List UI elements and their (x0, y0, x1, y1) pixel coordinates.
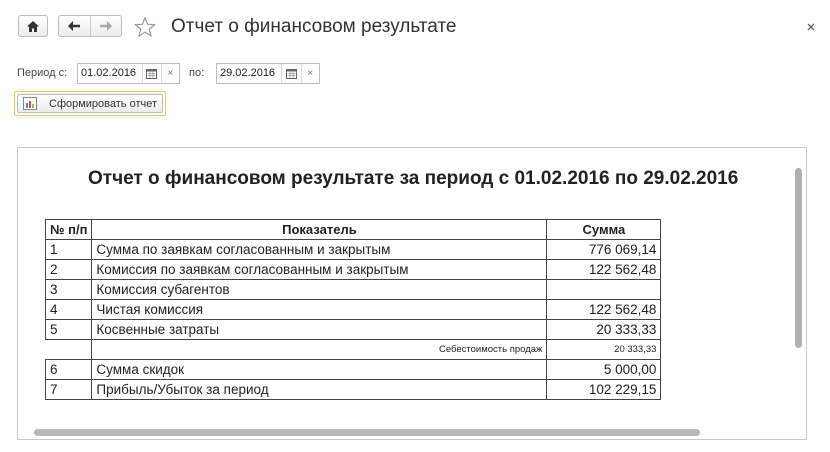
row-sum: 122 562,48 (547, 300, 661, 320)
row-num: 4 (46, 300, 92, 320)
arrow-left-icon (68, 21, 80, 31)
table-row (46, 240, 661, 260)
period-from-clear-button[interactable]: × (161, 64, 179, 83)
row-num: 2 (46, 260, 92, 280)
row-sum: 20 333,33 (547, 320, 661, 340)
table-row (46, 260, 661, 280)
period-from-label: Период с: (17, 67, 68, 79)
row-num: 1 (46, 240, 92, 260)
row-num: 6 (46, 360, 92, 380)
period-from-input[interactable]: 01.02.2016 (81, 67, 137, 79)
table-header-row (46, 220, 661, 240)
star-icon[interactable] (134, 16, 156, 38)
row-name: Комиссия по заявкам согласованным и закрытым (92, 260, 547, 280)
period-to-field[interactable] (216, 63, 320, 84)
home-icon (27, 21, 39, 32)
window-title: Отчет о финансовом результате (171, 16, 457, 37)
row-name: Чистая комиссия (92, 300, 547, 320)
row-name: Косвенные затраты (92, 320, 547, 340)
table-subrow (46, 340, 661, 360)
period-to-label: по: (189, 67, 205, 79)
column-header-num: № п/п (46, 220, 92, 240)
row-sum: 5 000,00 (547, 360, 661, 380)
report-table (45, 219, 661, 400)
row-name: Сумма по заявкам согласованным и закрытым (92, 240, 547, 260)
report-title: Отчет о финансовом результате за период с 01.02.2016 по 29.02.2016 (88, 168, 739, 189)
column-header-sum: Сумма (547, 220, 661, 240)
subrow-name: Себестоимость продаж (92, 340, 547, 360)
period-to-calendar-button[interactable] (281, 64, 300, 83)
back-button[interactable] (59, 16, 90, 36)
row-num: 7 (46, 380, 92, 400)
row-name: Сумма скидок (92, 360, 547, 380)
row-name: Комиссия субагентов (92, 280, 547, 300)
horizontal-scrollbar[interactable] (34, 429, 700, 436)
forward-button[interactable] (91, 16, 122, 36)
row-sum: 122 562,48 (547, 260, 661, 280)
generate-report-label: Сформировать отчет (49, 97, 158, 110)
subrow-num (46, 340, 92, 360)
table-row (46, 320, 661, 340)
table-row (46, 380, 661, 400)
table-row (46, 300, 661, 320)
arrow-right-icon (100, 21, 112, 31)
generate-report-button-face[interactable] (17, 94, 163, 113)
row-name: Прибыль/Убыток за период (92, 380, 547, 400)
vertical-scrollbar[interactable] (795, 168, 802, 348)
report-pane[interactable] (17, 147, 807, 440)
period-to-input[interactable]: 29.02.2016 (220, 67, 276, 79)
subrow-sum: 20 333,33 (547, 340, 661, 360)
period-from-field[interactable] (77, 63, 180, 84)
column-header-name: Показатель (92, 220, 547, 240)
report-icon (23, 97, 37, 110)
calendar-icon (146, 69, 157, 79)
row-num: 3 (46, 280, 92, 300)
period-from-calendar-button[interactable] (142, 64, 161, 83)
home-button[interactable] (18, 15, 48, 37)
history-navigation (58, 15, 122, 37)
row-sum: 776 069,14 (547, 240, 661, 260)
row-sum: 102 229,15 (547, 380, 661, 400)
row-num: 5 (46, 320, 92, 340)
table-row (46, 280, 661, 300)
row-sum (547, 280, 661, 300)
period-to-clear-button[interactable]: × (301, 64, 319, 83)
table-row (46, 360, 661, 380)
close-icon[interactable] (804, 20, 818, 34)
calendar-icon (286, 69, 297, 79)
generate-report-button[interactable] (14, 91, 166, 116)
